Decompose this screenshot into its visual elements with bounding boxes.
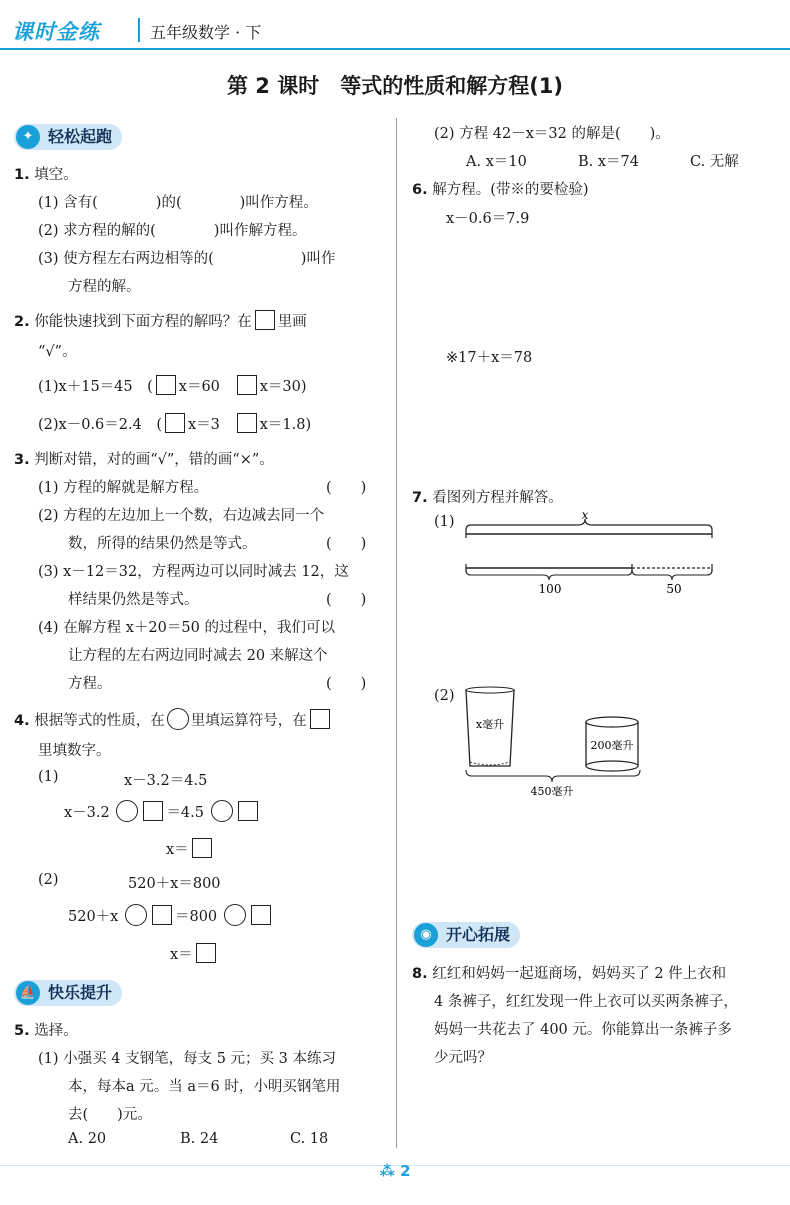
- q3-paren4: ( ): [326, 676, 367, 692]
- q4-p1-eq: x－3.2＝4.5: [124, 773, 208, 789]
- q5-line4: (2) 方程 42－x＝32 的解是( )。: [434, 126, 670, 142]
- q6: [412, 178, 589, 199]
- q4-p2-left: 520＋x: [68, 909, 119, 925]
- num-box[interactable]: [152, 905, 172, 925]
- q3: [14, 448, 274, 469]
- q4-p1-line3: [166, 838, 215, 859]
- q1-line1: (1) 含有( )的( )叫作方程。: [38, 195, 318, 211]
- q4-p2-line3: [170, 943, 219, 964]
- q8-line3: 妈妈一共花去了 400 元。你能算出一条裤子多: [434, 1022, 732, 1038]
- brand-separator: [138, 18, 140, 42]
- q4-p2-eq: 520＋x＝800: [128, 876, 221, 892]
- q4-p2-right: ＝800: [174, 909, 218, 925]
- q4-p1-left: x－3.2: [64, 805, 110, 821]
- q8-line1: 红红和妈妈一起逛商场，妈妈买了 2 件上衣和: [432, 966, 727, 982]
- q5-line2: 本，每本a 元。当 a＝6 时，小明买钢笔用: [68, 1079, 341, 1095]
- q2-r2-eq: (2)x－0.6＝2.4 (: [38, 417, 162, 433]
- q4-number: 4.: [14, 713, 30, 729]
- q1-line4: 方程的解。: [68, 279, 141, 295]
- num-box[interactable]: [238, 801, 258, 821]
- q1-line3: (3) 使方程左右两边相等的( )叫作: [38, 251, 336, 267]
- q5-line1: (1) 小强买 4 支钢笔，每支 5 元；买 3 本练习: [38, 1051, 336, 1067]
- check-box[interactable]: [237, 375, 257, 395]
- num-box[interactable]: [196, 943, 216, 963]
- label-100: 100: [538, 582, 562, 596]
- q2-r1-eq: (1)x＋15＝45 (: [38, 379, 153, 395]
- q7: [412, 486, 563, 507]
- q1-number: 1.: [14, 167, 30, 183]
- check-box[interactable]: [165, 413, 185, 433]
- answer-box: [255, 310, 275, 330]
- section-header-improve: [14, 980, 122, 1006]
- q4-p2-x: x＝: [170, 947, 193, 963]
- q3-line4: (3) x－12＝32，方程两边可以同时减去 12，这: [38, 564, 349, 580]
- q2-r2-opt1: x＝3: [188, 417, 220, 433]
- q4-p2-label: (2): [38, 872, 59, 888]
- section-header-warmup: [14, 124, 122, 150]
- book-title: 五年级数学 · 下: [150, 23, 262, 42]
- q8-line2: 4 条裤子，红红发现一件上衣可以买两条裤子，: [434, 994, 738, 1010]
- boat-icon: ⛵: [16, 981, 40, 1005]
- q6-text: 解方程。(带※的要检验): [432, 182, 589, 198]
- q7-d1-label: (1): [434, 514, 455, 530]
- q3-line6: (4) 在解方程 x＋20＝50 的过程中，我们可以: [38, 620, 335, 636]
- q3-text: 判断对错，对的画“√”，错的画“×”。: [34, 452, 274, 468]
- q3-line2: (2) 方程的左边加上一个数，右边减去同一个: [38, 508, 325, 524]
- container-diagram: [460, 682, 660, 800]
- check-box[interactable]: [237, 413, 257, 433]
- q8-number: 8.: [412, 966, 428, 982]
- q5-opt2-b: B. x＝74: [578, 154, 640, 170]
- q4-text-b: 里填运算符号，在: [190, 713, 307, 729]
- q5: [14, 1019, 78, 1040]
- q1-line2: (2) 求方程的解的( )叫作解方程。: [38, 223, 307, 239]
- q7-text: 看图列方程并解答。: [432, 490, 563, 506]
- person-icon: ⁂: [379, 1162, 395, 1180]
- section-label: 快乐提升: [48, 983, 113, 1002]
- q4-text-a: 根据等式的性质，在: [34, 713, 165, 729]
- can-label: 200毫升: [590, 739, 634, 752]
- op-circle[interactable]: [116, 800, 138, 822]
- q2-r1-opt2: x＝30): [259, 379, 307, 395]
- q6-number: 6.: [412, 182, 428, 198]
- header-rule: [0, 48, 790, 50]
- q2-text-a: 你能快速找到下面方程的解吗？在: [34, 314, 252, 330]
- q2-r1-opt1: x＝60: [178, 379, 220, 395]
- q3-line1: (1) 方程的解就是解方程。: [38, 480, 209, 496]
- circle-blank: [167, 708, 189, 730]
- q2-r2-opt2: x＝1.8): [259, 417, 312, 433]
- op-circle[interactable]: [224, 904, 246, 926]
- q2: [14, 310, 307, 331]
- q3-line3: 数，所得的结果仍然是等式。: [68, 536, 257, 552]
- check-box[interactable]: [156, 375, 176, 395]
- globe-icon: ◉: [414, 923, 438, 947]
- num-box[interactable]: [143, 801, 163, 821]
- q7-number: 7.: [412, 490, 428, 506]
- q2-text-b: 里画: [277, 314, 307, 330]
- op-circle[interactable]: [211, 800, 233, 822]
- q2-row1: [38, 375, 307, 396]
- q4-p1-line2: [64, 800, 261, 822]
- column-divider: [396, 118, 397, 1148]
- label-50: 50: [666, 582, 682, 596]
- q3-line7: 让方程的左右两边同时减去 20 来解这个: [68, 648, 328, 664]
- q3-paren2: ( ): [326, 536, 367, 552]
- q5-opt2-c: C. 无解: [690, 154, 739, 170]
- q3-number: 3.: [14, 452, 30, 468]
- q5-text: 选择。: [34, 1023, 78, 1039]
- q5-opt-b: B. 24: [180, 1131, 219, 1147]
- q4-p1-x: x＝: [166, 842, 189, 858]
- q5-opt-a: A. 20: [68, 1131, 107, 1147]
- section-label: 开心拓展: [446, 925, 511, 944]
- q4: [14, 708, 333, 730]
- q4-p1-label: (1): [38, 769, 59, 785]
- q8: [412, 962, 726, 983]
- segment-diagram: [460, 508, 720, 600]
- q2-number: 2.: [14, 314, 30, 330]
- q4-p2-line2: [68, 904, 274, 926]
- total-label: 450毫升: [530, 785, 574, 798]
- q2-row2: [38, 413, 311, 434]
- q5-opt-c: C. 18: [290, 1131, 329, 1147]
- runner-icon: ✦: [16, 125, 40, 149]
- cup-label: x毫升: [475, 718, 505, 731]
- q5-line3: 去( )元。: [68, 1107, 152, 1123]
- box-blank: [310, 709, 330, 729]
- page-number-text: 2: [400, 1162, 411, 1180]
- q6-eq1: x－0.6＝7.9: [446, 211, 530, 227]
- q8-line4: 少元吗？: [434, 1050, 492, 1066]
- q3-line5: 样结果仍然是等式。: [68, 592, 199, 608]
- q4-p1-right: ＝4.5: [166, 805, 204, 821]
- section-label: 轻松起跑: [48, 127, 113, 146]
- q5-opt2-a: A. x＝10: [466, 154, 527, 170]
- page-number: [370, 1162, 420, 1180]
- label-x: x: [581, 508, 589, 522]
- page-title: 第 2 课时 等式的性质和解方程(1): [226, 74, 564, 98]
- q7-d2-label: (2): [434, 688, 455, 704]
- q2-text-c: “√”。: [38, 344, 77, 360]
- brand-logo: 课时金练: [12, 20, 100, 44]
- q4-text-c: 里填数字。: [38, 743, 111, 759]
- q3-line8: 方程。: [68, 676, 112, 692]
- num-box[interactable]: [251, 905, 271, 925]
- q1: [14, 163, 78, 184]
- q3-paren3: ( ): [326, 592, 367, 608]
- q6-eq2: ※17＋x＝78: [446, 350, 533, 366]
- q3-paren1: ( ): [326, 480, 367, 496]
- q1-text: 填空。: [34, 167, 78, 183]
- q5-number: 5.: [14, 1023, 30, 1039]
- section-header-extend: [412, 922, 520, 948]
- num-box[interactable]: [192, 838, 212, 858]
- op-circle[interactable]: [125, 904, 147, 926]
